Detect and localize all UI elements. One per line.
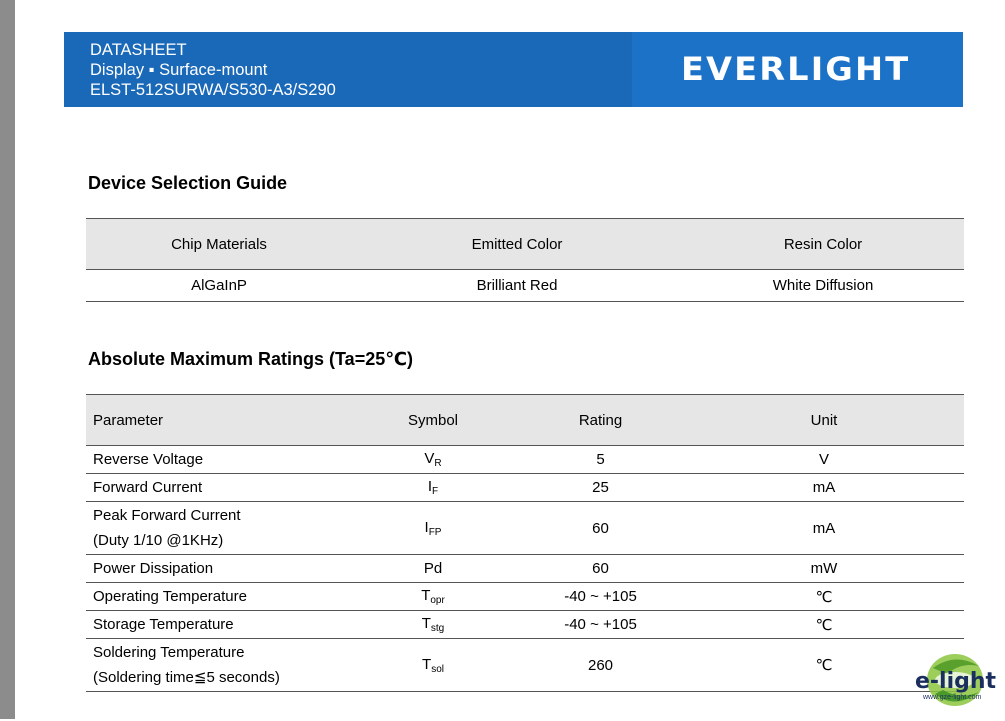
rating-cell: 5 xyxy=(517,446,684,474)
rating-cell: 25 xyxy=(517,474,684,502)
e-light-url: www.gze-light.com xyxy=(923,694,982,701)
everlight-logo: EVERLIGHT xyxy=(681,50,911,88)
param-cell: Power Dissipation xyxy=(86,555,349,583)
header-datasheet-label: DATASHEET xyxy=(90,41,187,59)
document-page xyxy=(15,0,1005,719)
unit-cell: ℃ xyxy=(684,583,964,611)
unit-cell: ℃ xyxy=(684,611,964,639)
unit-cell: ℃ xyxy=(684,639,964,692)
selection-guide-title: Device Selection Guide xyxy=(88,173,288,193)
header-title-block xyxy=(64,32,632,107)
table-row xyxy=(86,583,964,611)
header-rating: Rating xyxy=(517,395,684,446)
viewer-gutter xyxy=(0,0,15,719)
cell-chip-material: AlGaInP xyxy=(86,270,352,302)
rating-cell: 60 xyxy=(517,555,684,583)
e-light-logo-text: e-light xyxy=(915,669,997,694)
unit-cell: mW xyxy=(684,555,964,583)
e-light-watermark xyxy=(903,650,1003,716)
table-row xyxy=(86,639,964,692)
header-parameter: Parameter xyxy=(86,395,349,446)
table-row xyxy=(86,474,964,502)
cell-resin-color: White Diffusion xyxy=(682,270,964,302)
param-cell: Forward Current xyxy=(86,474,349,502)
param-cell: Soldering Temperature (Soldering time≦5 seconds) xyxy=(86,639,349,692)
table-row xyxy=(86,555,964,583)
ratings-table xyxy=(86,394,964,692)
table-header-row xyxy=(86,219,964,270)
header-chip-materials: Chip Materials xyxy=(86,219,352,270)
header-unit: Unit xyxy=(684,395,964,446)
rating-cell: -40 ~ +105 xyxy=(517,611,684,639)
unit-cell: mA xyxy=(684,502,964,555)
rating-cell: 60 xyxy=(517,502,684,555)
table-row xyxy=(86,270,964,302)
table-row xyxy=(86,446,964,474)
header-part-number: ELST-512SURWA/S530-A3/S290 xyxy=(90,81,336,99)
param-cell: Reverse Voltage xyxy=(86,446,349,474)
unit-cell: V xyxy=(684,446,964,474)
header-resin-color: Resin Color xyxy=(682,219,964,270)
param-cell: Peak Forward Current (Duty 1/10 @1KHz) xyxy=(86,502,349,555)
ratings-title: Absolute Maximum Ratings (Ta=25℃) xyxy=(88,349,414,369)
cell-emitted-color: Brilliant Red xyxy=(352,270,682,302)
unit-cell: mA xyxy=(684,474,964,502)
symbol-cell: $T_{stg}$ xyxy=(349,611,517,639)
symbol-cell: $I_{FP}$ xyxy=(349,502,517,555)
header-banner xyxy=(64,32,963,107)
symbol-cell: $I_F$ xyxy=(349,474,517,502)
header-emitted-color: Emitted Color xyxy=(352,219,682,270)
brand-logo-block xyxy=(632,32,963,107)
rating-cell: 260 xyxy=(517,639,684,692)
symbol-cell: $T_{opr}$ xyxy=(349,583,517,611)
header-product-category: Display ▪ Surface-mount xyxy=(90,61,268,79)
symbol-cell: $T_{sol}$ xyxy=(349,639,517,692)
selection-guide-table xyxy=(86,218,964,302)
rating-cell: -40 ~ +105 xyxy=(517,583,684,611)
symbol-cell: Pd xyxy=(349,555,517,583)
table-header-row xyxy=(86,395,964,446)
param-cell: Operating Temperature xyxy=(86,583,349,611)
param-cell: Storage Temperature xyxy=(86,611,349,639)
table-row xyxy=(86,502,964,555)
header-symbol: Symbol xyxy=(349,395,517,446)
table-row xyxy=(86,611,964,639)
symbol-cell: $V_R$ xyxy=(349,446,517,474)
